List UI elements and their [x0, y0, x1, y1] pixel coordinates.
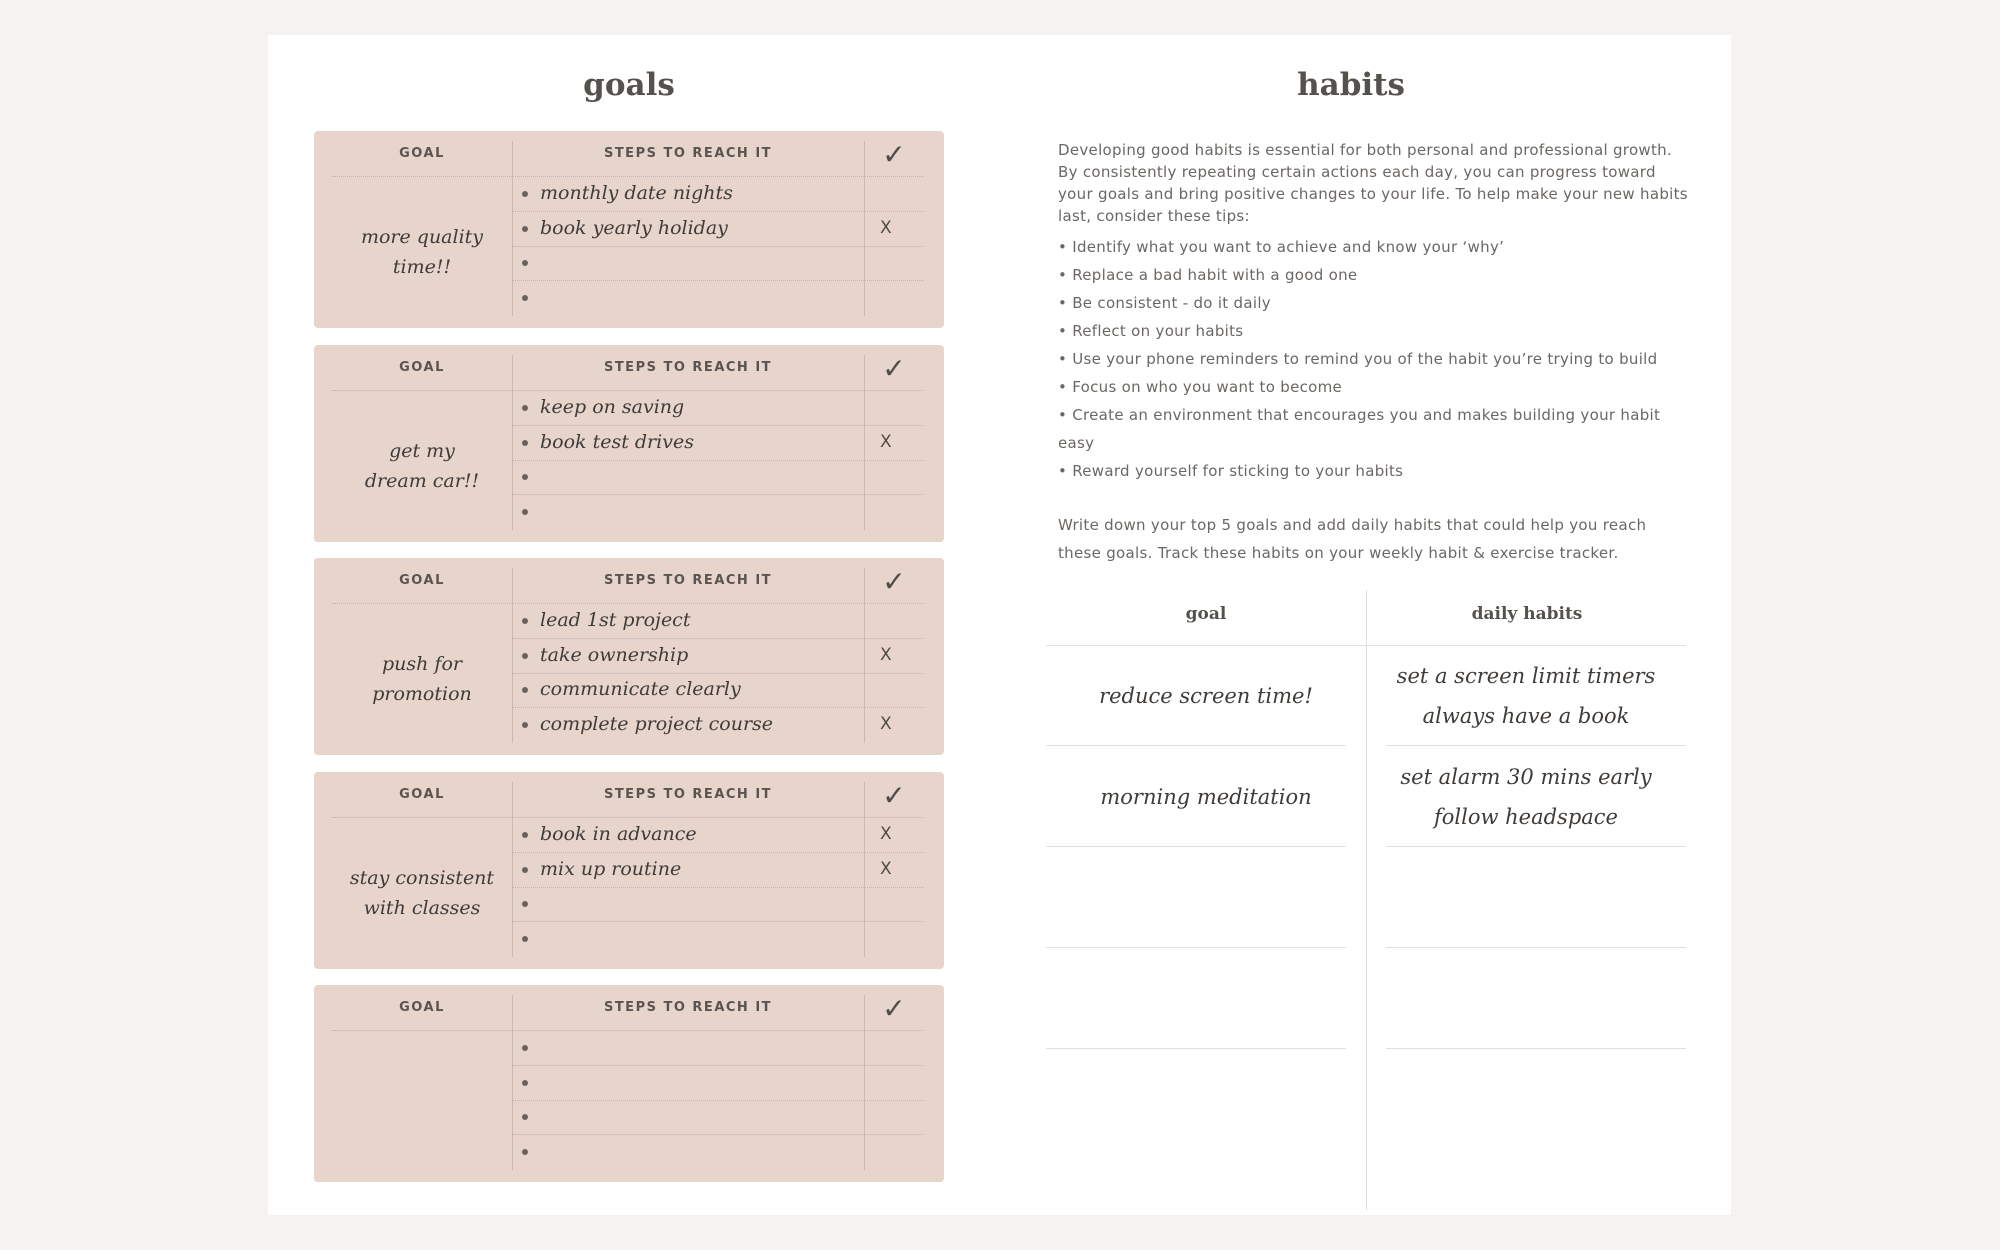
habit-row: [1046, 646, 1686, 746]
step-row[interactable]: [512, 1135, 924, 1169]
step-row[interactable]: [512, 391, 924, 426]
step-text: monthly date nights: [540, 182, 733, 204]
step-text: mix up routine: [540, 857, 682, 880]
step-row[interactable]: [512, 246, 924, 281]
habit-row: [1046, 949, 1686, 1049]
planner-page: [268, 35, 1731, 1215]
bullet-icon: [522, 1045, 528, 1051]
bullet-icon: [522, 440, 528, 446]
bullet-icon: [522, 687, 528, 693]
step-row[interactable]: [512, 887, 924, 922]
daily-habit-text[interactable]: set alarm 30 mins early: [1400, 765, 1652, 789]
row-divider: [1386, 947, 1686, 948]
habit-goal-text[interactable]: [1046, 848, 1366, 948]
step-row[interactable]: [512, 639, 924, 674]
goals-title: goals: [583, 67, 675, 103]
daily-habits-cell[interactable]: [1366, 848, 1686, 948]
daily-habits-cell[interactable]: [1366, 949, 1686, 1049]
steps-header: STEPS TO REACH IT: [603, 146, 773, 161]
bullet-icon: [522, 474, 528, 480]
step-row[interactable]: [512, 1031, 924, 1066]
bullet-icon: [522, 832, 528, 838]
goal-card: [314, 772, 944, 969]
goal-text[interactable]: [332, 1041, 512, 1171]
tips-list: [1058, 233, 1688, 485]
bullet-icon: [522, 936, 528, 942]
goal-card: [314, 558, 944, 755]
step-row[interactable]: [512, 426, 924, 461]
row-divider: [1046, 846, 1346, 847]
bullet-icon: [522, 1080, 528, 1086]
row-divider: [1386, 745, 1686, 746]
step-row[interactable]: [512, 818, 924, 853]
habit-row: [1046, 848, 1686, 948]
step-text: complete project course: [540, 712, 774, 735]
bullet-icon: [522, 867, 528, 873]
goal-card: [314, 131, 944, 328]
steps-header: STEPS TO REACH IT: [603, 1000, 773, 1015]
checkmark-icon: ✓: [882, 352, 906, 385]
habits-intro: [1058, 139, 1688, 567]
step-row[interactable]: [512, 604, 924, 639]
goal-text[interactable]: stay consistent with classes: [349, 867, 495, 919]
step-row[interactable]: [512, 708, 924, 742]
goal-card: [314, 985, 944, 1182]
step-mark[interactable]: X: [880, 858, 892, 879]
step-row[interactable]: [512, 281, 924, 315]
step-text: keep on saving: [540, 396, 685, 418]
checkmark-icon: ✓: [882, 565, 906, 598]
step-row[interactable]: [512, 460, 924, 495]
habit-goal-text[interactable]: [1046, 949, 1366, 1049]
step-mark[interactable]: X: [880, 217, 892, 238]
step-row[interactable]: [512, 922, 924, 956]
daily-habits-cell[interactable]: [1366, 646, 1686, 746]
step-row[interactable]: [512, 1066, 924, 1101]
row-divider: [1386, 1048, 1686, 1049]
closing-paragraph: Write down your top 5 goals and add daily habits that could help you reach these goals. Track these habits on your weekly habit & exercise tracker.: [1058, 516, 1647, 562]
row-divider: [1046, 947, 1346, 948]
step-text: communicate clearly: [540, 678, 741, 700]
tip-item: • Replace a bad habit with a good one: [1058, 266, 1358, 284]
goal-text[interactable]: more quality time!!: [360, 226, 484, 278]
intro-paragraph: Developing good habits is essential for both personal and professional growth. By consistently repeating certain actions each day, you can progress toward your goals and bring positive changes to your life. To help make your new habits last, consider these tips:: [1058, 141, 1688, 225]
bullet-icon: [522, 405, 528, 411]
tip-item: • Reflect on your habits: [1058, 322, 1244, 340]
habit-row: [1046, 747, 1686, 847]
step-row[interactable]: [512, 673, 924, 708]
bullet-icon: [522, 722, 528, 728]
goal-header: GOAL: [399, 1000, 445, 1015]
daily-habit-text[interactable]: always have a book: [1422, 704, 1630, 728]
tip-item: • Identify what you want to achieve and know your ‘why’: [1058, 238, 1505, 256]
tip-item: • Use your phone reminders to remind you of the habit you’re trying to build: [1058, 350, 1658, 368]
step-row[interactable]: [512, 1100, 924, 1135]
habit-goal-text[interactable]: morning meditation: [1100, 785, 1312, 809]
row-divider: [1046, 745, 1346, 746]
bullet-icon: [522, 1149, 528, 1155]
step-text: lead 1st project: [540, 609, 691, 631]
daily-habit-text[interactable]: follow headspace: [1434, 805, 1618, 829]
daily-habit-text[interactable]: set a screen limit timers: [1396, 664, 1656, 688]
steps-header: STEPS TO REACH IT: [603, 360, 773, 375]
step-row[interactable]: [512, 212, 924, 247]
step-text: book in advance: [540, 823, 697, 845]
bullet-icon: [522, 226, 528, 232]
bullet-icon: [522, 509, 528, 515]
habit-table: [1046, 590, 1686, 1210]
step-row[interactable]: [512, 177, 924, 212]
habits-title: habits: [1297, 67, 1405, 103]
bullet-icon: [522, 260, 528, 266]
bullet-icon: [522, 618, 528, 624]
step-mark[interactable]: X: [880, 713, 892, 734]
goal-card: [314, 345, 944, 542]
step-mark[interactable]: X: [880, 644, 892, 665]
step-text: book yearly holiday: [540, 216, 728, 239]
row-divider: [1386, 846, 1686, 847]
checkmark-icon: ✓: [882, 992, 906, 1025]
steps-header: STEPS TO REACH IT: [603, 573, 773, 588]
checkmark-icon: ✓: [882, 779, 906, 812]
goal-header: GOAL: [399, 573, 445, 588]
step-text: take ownership: [540, 643, 689, 666]
goal-text[interactable]: get my dream car!!: [364, 440, 480, 492]
bullet-icon: [522, 295, 528, 301]
step-mark[interactable]: X: [880, 431, 892, 452]
bullet-icon: [522, 191, 528, 197]
tip-item: • Focus on who you want to become: [1058, 378, 1343, 396]
row-divider: [1046, 1048, 1346, 1049]
step-mark[interactable]: X: [880, 824, 892, 844]
checkmark-icon: ✓: [882, 138, 906, 171]
step-text: book test drives: [540, 430, 694, 453]
bullet-icon: [522, 901, 528, 907]
goal-text[interactable]: push for promotion: [372, 653, 472, 705]
habit-goal-text[interactable]: reduce screen time!: [1099, 684, 1313, 708]
habit-table-goal-header: goal: [1185, 604, 1227, 624]
goal-header: GOAL: [399, 360, 445, 375]
step-row[interactable]: [512, 853, 924, 888]
step-row[interactable]: [512, 495, 924, 529]
bullet-icon: [522, 653, 528, 659]
tip-item: • Create an environment that encourages you and makes building your habit easy: [1058, 406, 1661, 452]
goal-header: GOAL: [399, 146, 445, 161]
daily-habits-cell[interactable]: [1366, 747, 1686, 847]
tip-item: • Be consistent - do it daily: [1058, 294, 1271, 312]
habit-table-habits-header: daily habits: [1471, 604, 1583, 624]
steps-header: STEPS TO REACH IT: [603, 787, 773, 802]
bullet-icon: [522, 1114, 528, 1120]
tip-item: • Reward yourself for sticking to your habits: [1058, 462, 1404, 480]
goal-header: GOAL: [399, 787, 445, 802]
